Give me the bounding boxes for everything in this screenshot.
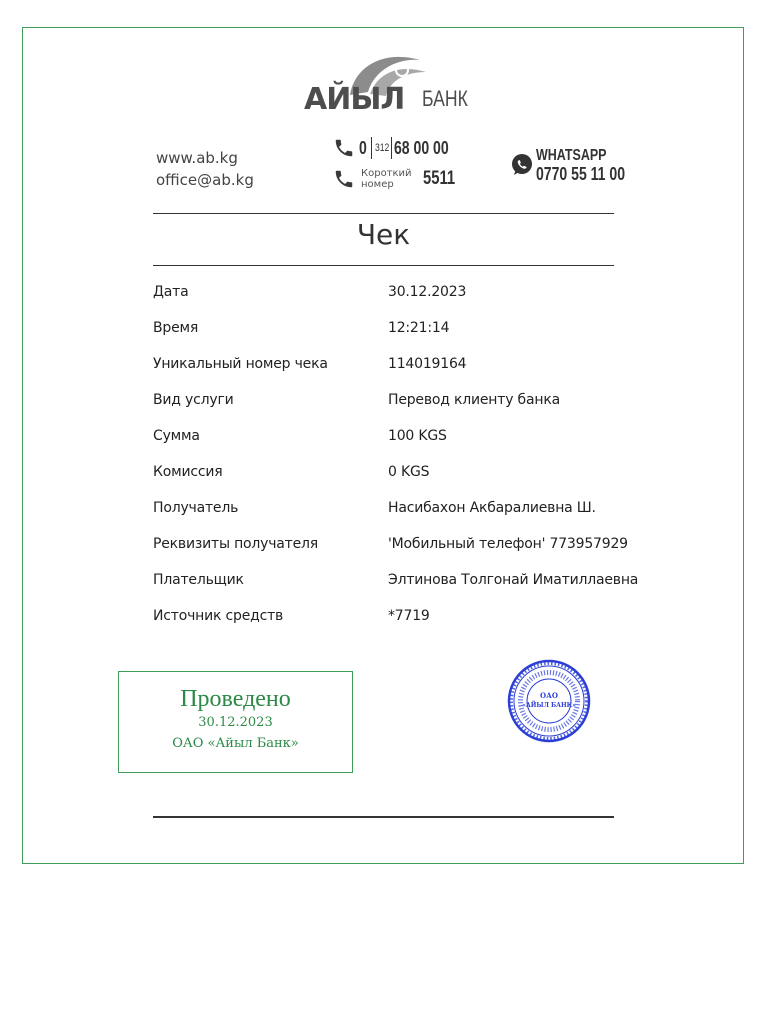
processed-stamp — [118, 671, 353, 773]
detail-value: 12:21:14 — [388, 320, 450, 336]
divider-title — [153, 265, 614, 266]
phone-icon — [333, 137, 355, 159]
email-link[interactable]: office@ab.kg — [156, 171, 254, 189]
stamp-date: 30.12.2023 — [198, 715, 273, 730]
stamp-org: ОАО «Айыл Банк» — [172, 736, 299, 751]
detail-value: Насибахон Акбаралиевна Ш. — [388, 500, 596, 516]
short-label-line2: номер — [361, 179, 394, 190]
phone-prefix: 0 — [359, 137, 367, 158]
whatsapp-label: WHATSAPP — [536, 147, 607, 164]
detail-value: *7719 — [388, 608, 430, 624]
detail-value: Перевод клиенту банка — [388, 392, 560, 408]
whatsapp-contact[interactable] — [510, 146, 650, 184]
detail-row-receipt-number — [153, 346, 673, 382]
detail-row-time — [153, 310, 673, 346]
phone-number: 68 00 00 — [394, 137, 449, 158]
detail-row-amount — [153, 418, 673, 454]
detail-label: Время — [153, 320, 199, 336]
seal-line2: «АЙЫЛ БАНК» — [522, 702, 576, 709]
receipt-details — [153, 274, 673, 634]
phone-icon — [333, 168, 355, 190]
detail-value: 30.12.2023 — [388, 284, 467, 300]
whatsapp-text — [536, 146, 650, 184]
phone-code: 312 — [375, 142, 390, 154]
detail-label: Плательщик — [153, 572, 244, 588]
detail-row-payer — [153, 562, 673, 598]
detail-label: Вид услуги — [153, 392, 234, 408]
divider-top — [153, 213, 614, 214]
divider — [391, 137, 392, 159]
stamp-status: Проведено — [180, 686, 291, 712]
phone-short[interactable] — [333, 168, 464, 190]
whatsapp-icon — [510, 153, 534, 177]
detail-row-service — [153, 382, 673, 418]
detail-label: Получатель — [153, 500, 239, 516]
detail-row-date — [153, 274, 673, 310]
logo-word: АЙЫЛ — [304, 82, 405, 117]
bank-seal-icon — [505, 649, 593, 757]
detail-label: Комиссия — [153, 464, 223, 480]
detail-label: Реквизиты получателя — [153, 536, 319, 552]
detail-value: Элтинова Толгонай Иматиллаевна — [388, 572, 639, 588]
detail-label: Источник средств — [153, 608, 284, 624]
short-number: 5511 — [423, 168, 456, 189]
detail-label: Уникальный номер чека — [153, 356, 328, 372]
detail-value: 100 KGS — [388, 428, 447, 444]
detail-value: 114019164 — [388, 356, 467, 372]
detail-row-recipient — [153, 490, 673, 526]
divider-bottom — [153, 816, 614, 818]
website-link[interactable]: www.ab.kg — [156, 149, 238, 167]
whatsapp-number: 0770 55 11 00 — [536, 164, 626, 184]
logo-subword: БАНК — [422, 86, 468, 111]
detail-label: Сумма — [153, 428, 200, 444]
short-number-label — [361, 168, 421, 190]
seal-line1: ОАО — [540, 691, 558, 700]
contacts-web — [156, 147, 254, 191]
short-label-line1: Короткий — [361, 168, 412, 179]
detail-row-fee — [153, 454, 673, 490]
detail-row-funds-source — [153, 598, 673, 634]
detail-value: 0 KGS — [388, 464, 430, 480]
detail-row-recipient-details — [153, 526, 673, 562]
divider — [371, 137, 372, 159]
detail-label: Дата — [153, 284, 189, 300]
phone-main[interactable] — [333, 137, 464, 159]
detail-value: 'Мобильный телефон' 773957929 — [388, 536, 628, 552]
receipt-title: Чек — [356, 218, 411, 251]
bank-logo — [300, 50, 480, 122]
